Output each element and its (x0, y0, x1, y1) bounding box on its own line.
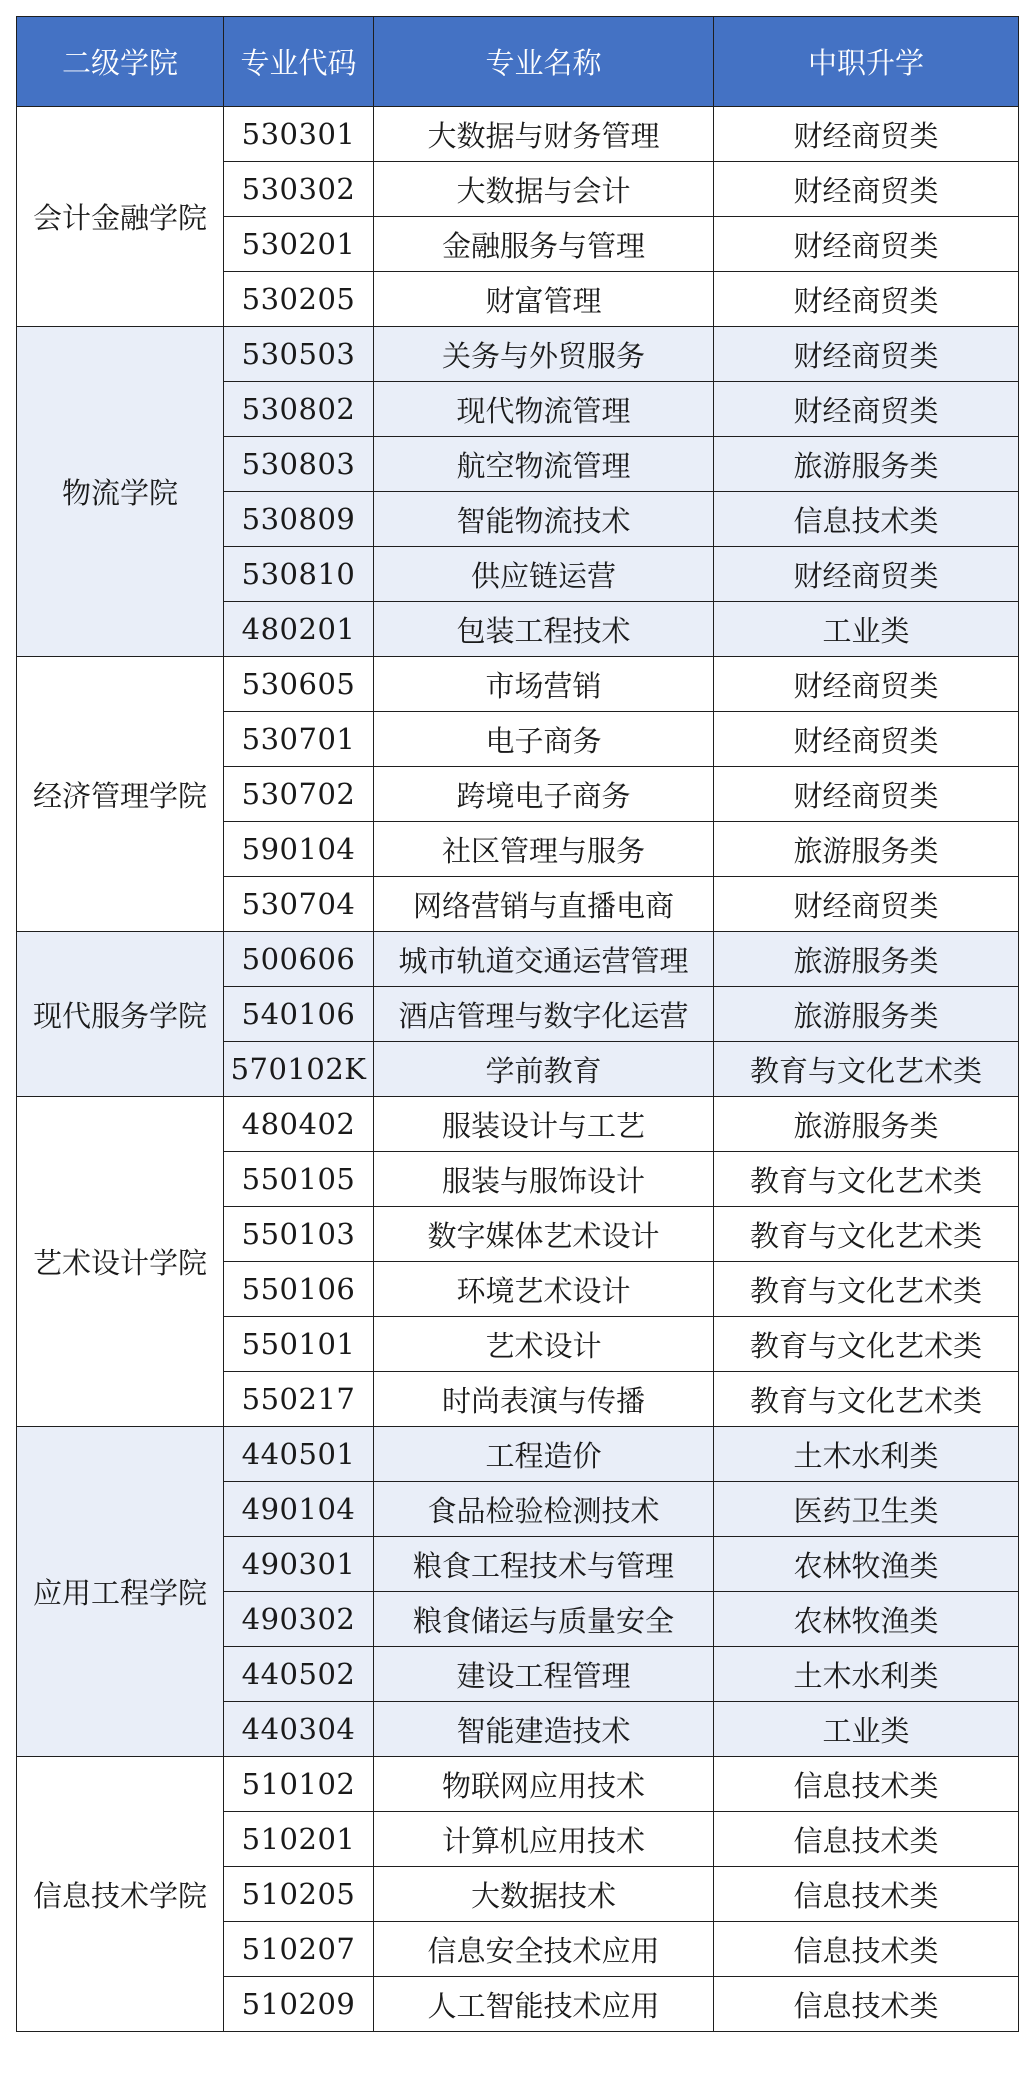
admission-category-cell: 财经商贸类 (714, 767, 1019, 822)
major-name-cell: 物联网应用技术 (374, 1757, 714, 1812)
table-row (17, 107, 1019, 162)
admission-category-cell: 财经商贸类 (714, 712, 1019, 767)
major-name-cell: 网络营销与直播电商 (374, 877, 714, 932)
admission-category-cell: 教育与文化艺术类 (714, 1372, 1019, 1427)
college-name-cell: 会计金融学院 (17, 107, 224, 327)
major-code-cell: 590104 (224, 822, 374, 877)
admission-category-cell: 财经商贸类 (714, 382, 1019, 437)
major-code-cell: 490104 (224, 1482, 374, 1537)
major-name-cell: 跨境电子商务 (374, 767, 714, 822)
admission-category-cell: 农林牧渔类 (714, 1537, 1019, 1592)
major-name-cell: 人工智能技术应用 (374, 1977, 714, 2032)
major-code-cell: 530809 (224, 492, 374, 547)
college-name-cell: 信息技术学院 (17, 1757, 224, 2032)
admission-category-cell: 旅游服务类 (714, 987, 1019, 1042)
table-row (17, 1097, 1019, 1152)
college-group (17, 657, 1019, 932)
major-code-cell: 550103 (224, 1207, 374, 1262)
major-name-cell: 市场营销 (374, 657, 714, 712)
major-code-cell: 530205 (224, 272, 374, 327)
major-name-cell: 环境艺术设计 (374, 1262, 714, 1317)
major-code-cell: 510102 (224, 1757, 374, 1812)
admission-category-cell: 农林牧渔类 (714, 1592, 1019, 1647)
major-name-cell: 航空物流管理 (374, 437, 714, 492)
admission-category-cell: 信息技术类 (714, 1977, 1019, 2032)
major-name-cell: 学前教育 (374, 1042, 714, 1097)
admission-category-cell: 旅游服务类 (714, 1097, 1019, 1152)
admission-category-cell: 旅游服务类 (714, 822, 1019, 877)
admission-category-cell: 财经商贸类 (714, 547, 1019, 602)
table-row (17, 932, 1019, 987)
major-name-cell: 大数据与财务管理 (374, 107, 714, 162)
major-code-cell: 530503 (224, 327, 374, 382)
major-name-cell: 工程造价 (374, 1427, 714, 1482)
admission-category-cell: 教育与文化艺术类 (714, 1042, 1019, 1097)
major-code-cell: 530702 (224, 767, 374, 822)
major-code-cell: 510209 (224, 1977, 374, 2032)
major-name-cell: 时尚表演与传播 (374, 1372, 714, 1427)
major-name-cell: 电子商务 (374, 712, 714, 767)
major-code-cell: 550105 (224, 1152, 374, 1207)
admission-category-cell: 财经商贸类 (714, 877, 1019, 932)
college-group (17, 1097, 1019, 1427)
admission-category-cell: 旅游服务类 (714, 437, 1019, 492)
major-name-cell: 社区管理与服务 (374, 822, 714, 877)
major-name-cell: 关务与外贸服务 (374, 327, 714, 382)
admission-category-cell: 教育与文化艺术类 (714, 1317, 1019, 1372)
college-name-cell: 艺术设计学院 (17, 1097, 224, 1427)
admission-category-cell: 旅游服务类 (714, 932, 1019, 987)
major-name-cell: 粮食工程技术与管理 (374, 1537, 714, 1592)
major-name-cell: 酒店管理与数字化运营 (374, 987, 714, 1042)
admission-category-cell: 医药卫生类 (714, 1482, 1019, 1537)
major-name-cell: 现代物流管理 (374, 382, 714, 437)
admission-category-cell: 土木水利类 (714, 1427, 1019, 1482)
major-code-cell: 440304 (224, 1702, 374, 1757)
admission-category-cell: 财经商贸类 (714, 217, 1019, 272)
major-code-cell: 510205 (224, 1867, 374, 1922)
major-code-cell: 480201 (224, 602, 374, 657)
college-group (17, 327, 1019, 657)
major-code-cell: 510201 (224, 1812, 374, 1867)
admission-category-cell: 教育与文化艺术类 (714, 1262, 1019, 1317)
college-name-cell: 物流学院 (17, 327, 224, 657)
table-row (17, 1427, 1019, 1482)
majors-table (16, 16, 1019, 2032)
major-name-cell: 供应链运营 (374, 547, 714, 602)
admission-category-cell: 财经商贸类 (714, 162, 1019, 217)
major-name-cell: 财富管理 (374, 272, 714, 327)
major-code-cell: 530605 (224, 657, 374, 712)
admission-category-cell: 财经商贸类 (714, 272, 1019, 327)
header-admission-category: 中职升学 (714, 17, 1019, 107)
major-name-cell: 包装工程技术 (374, 602, 714, 657)
admission-category-cell: 土木水利类 (714, 1647, 1019, 1702)
admission-category-cell: 工业类 (714, 602, 1019, 657)
header-major-name: 专业名称 (374, 17, 714, 107)
majors-table-container (16, 16, 1019, 2032)
major-code-cell: 530802 (224, 382, 374, 437)
admission-category-cell: 信息技术类 (714, 1812, 1019, 1867)
admission-category-cell: 财经商贸类 (714, 107, 1019, 162)
major-code-cell: 530704 (224, 877, 374, 932)
header-row (17, 17, 1019, 107)
major-name-cell: 服装与服饰设计 (374, 1152, 714, 1207)
major-code-cell: 500606 (224, 932, 374, 987)
table-row (17, 327, 1019, 382)
college-name-cell: 现代服务学院 (17, 932, 224, 1097)
major-name-cell: 计算机应用技术 (374, 1812, 714, 1867)
header-college: 二级学院 (17, 17, 224, 107)
major-code-cell: 530301 (224, 107, 374, 162)
major-name-cell: 智能建造技术 (374, 1702, 714, 1757)
major-code-cell: 530810 (224, 547, 374, 602)
major-code-cell: 550217 (224, 1372, 374, 1427)
admission-category-cell: 教育与文化艺术类 (714, 1207, 1019, 1262)
college-group (17, 932, 1019, 1097)
major-name-cell: 城市轨道交通运营管理 (374, 932, 714, 987)
college-name-cell: 应用工程学院 (17, 1427, 224, 1757)
admission-category-cell: 财经商贸类 (714, 327, 1019, 382)
major-code-cell: 490302 (224, 1592, 374, 1647)
admission-category-cell: 信息技术类 (714, 1867, 1019, 1922)
admission-category-cell: 工业类 (714, 1702, 1019, 1757)
admission-category-cell: 信息技术类 (714, 1757, 1019, 1812)
table-header (17, 17, 1019, 107)
table-row (17, 657, 1019, 712)
header-major-code: 专业代码 (224, 17, 374, 107)
major-code-cell: 440501 (224, 1427, 374, 1482)
major-code-cell: 570102K (224, 1042, 374, 1097)
major-name-cell: 建设工程管理 (374, 1647, 714, 1702)
major-code-cell: 530701 (224, 712, 374, 767)
major-name-cell: 大数据技术 (374, 1867, 714, 1922)
major-name-cell: 粮食储运与质量安全 (374, 1592, 714, 1647)
major-name-cell: 数字媒体艺术设计 (374, 1207, 714, 1262)
major-code-cell: 540106 (224, 987, 374, 1042)
admission-category-cell: 信息技术类 (714, 1922, 1019, 1977)
major-name-cell: 金融服务与管理 (374, 217, 714, 272)
admission-category-cell: 教育与文化艺术类 (714, 1152, 1019, 1207)
major-name-cell: 大数据与会计 (374, 162, 714, 217)
major-code-cell: 550101 (224, 1317, 374, 1372)
major-name-cell: 信息安全技术应用 (374, 1922, 714, 1977)
major-code-cell: 490301 (224, 1537, 374, 1592)
major-code-cell: 530302 (224, 162, 374, 217)
major-code-cell: 550106 (224, 1262, 374, 1317)
major-name-cell: 食品检验检测技术 (374, 1482, 714, 1537)
table-row (17, 1757, 1019, 1812)
major-name-cell: 艺术设计 (374, 1317, 714, 1372)
major-code-cell: 510207 (224, 1922, 374, 1977)
college-group (17, 1427, 1019, 1757)
major-code-cell: 530803 (224, 437, 374, 492)
major-code-cell: 530201 (224, 217, 374, 272)
major-code-cell: 440502 (224, 1647, 374, 1702)
admission-category-cell: 财经商贸类 (714, 657, 1019, 712)
college-group (17, 1757, 1019, 2032)
major-name-cell: 智能物流技术 (374, 492, 714, 547)
college-name-cell: 经济管理学院 (17, 657, 224, 932)
major-name-cell: 服装设计与工艺 (374, 1097, 714, 1152)
admission-category-cell: 信息技术类 (714, 492, 1019, 547)
major-code-cell: 480402 (224, 1097, 374, 1152)
college-group (17, 107, 1019, 327)
